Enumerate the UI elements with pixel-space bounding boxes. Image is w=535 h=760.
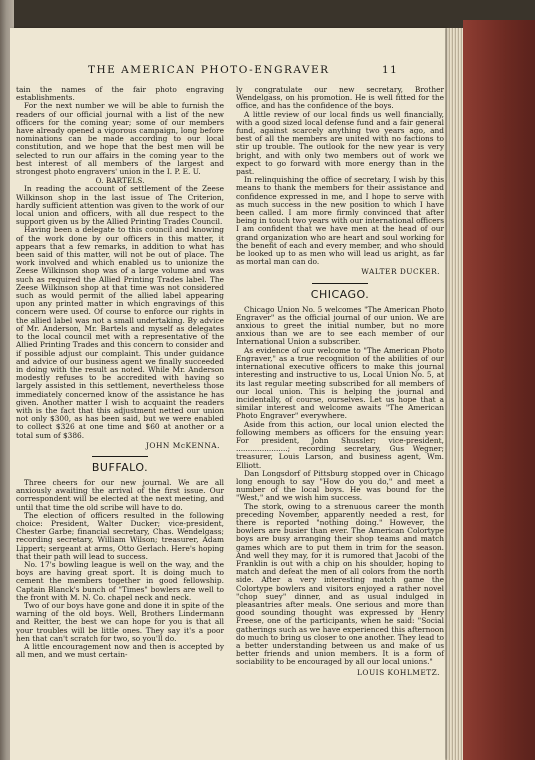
paragraph: In relinquishing the office of secretary, I wish by this means to thank the members for their assistance and confidence expressed in me, and I hope to serve with as much success in the new position to which I have been called. I am more firmly convinced that after being in touch two years with our international officers I am confident that we have men at the head of our grand organization who are heart and soul working for the benefit of each and every member, and who should be looked up to as men who will lead us aright, as far as mortal man can do. (236, 175, 444, 267)
paragraph: Two of our boys have gone and done it in spite of the warning of the old boys. Well, Brothers Lindermann and Reitter, the best we can hope for you is that all your troubles will be little ones. They say it's a poor hen that can't scratch for two, so you'll do. (16, 600, 224, 643)
signature: LOUIS KOHLMETZ. (356, 667, 440, 677)
paragraph: tain the names of the fair photo engraving establishments. (16, 85, 224, 103)
right-column (236, 86, 444, 677)
paragraph: The stork, owing to a strenuous career the month preceding November, apparently needed a rest, for there is reported "nothing doing." However, the bowlers are busier than ever. The American Colortype boys are busy arranging their shop teams and match games which are to put them in trim for the season. And well they may, for it is rumored that Jacobi of the Franklin is out with a chip on his shoulder, hoping to match and defeat the men of all colors from the north side. After a very interesting match game the Colortype bowlers and visitors enjoyed a rather novel "chop suey" dinner, and as usual indulged in pleasantries after meals. One serious and more than good sounding thought was expressed by Henry Freese, one of the participants, when he said: "Social gatherings such as we have experienced this afternoon do much to bring us closer to one another. They lead to a better understanding between us and make of us better friends and union members. It is a form of sociability to be encouraged by all our local unions." (236, 501, 444, 667)
book-page (10, 28, 445, 760)
paragraph: As evidence of our welcome to "The American Photo Engraver," as a true recognition of the abilities of our international executive officers to make this journal interesting and instructive to us, Local Union No. 5, at its last regular meeting subscribed for all members of our local union. This is helping the journal and incidentally, of course, ourselves. Let us hope that a similar interest and welcome awaits "The American Photo Engraver" everywhere. (236, 345, 444, 421)
signature: JOHN McKENNA. (145, 440, 220, 450)
page-header (10, 64, 445, 78)
paragraph: A little encouragement now and then is accepted by all men, and we must certain- (16, 642, 224, 660)
section-divider (92, 456, 148, 457)
section-title: BUFFALO. (91, 460, 149, 474)
running-head: THE AMERICAN PHOTO-ENGRAVER (88, 64, 330, 76)
paragraph: Having been a delegate to this council and knowing of the work done by our officers in this matter, it appears that a few remarks, in addition to what has been said of this matter, will not be out of place. The work involved and which enabled us to unionize the Zeese Wilkinson shop was of a large volume and was such as required the Allied Printing Trades label. The Zeese Wilkinson shop at that time was not considered such as would permit of the allied label appearing upon any printed matter in which engravings of this concern were used. Of course to enforce our rights in the allied label was not a small undertaking. By advice of Mr. Anderson, Mr. Bartels and myself as delegates to the local council met with a representative of the Allied Printing Trades and this concern to consider and if possible adjust our complaint. This under guidance and advice of our business agent we finally succeeded in doing with the result as noted. While Mr. Anderson modestly refuses to be accredited with having so largely assisted in this settlement, nevertheless those immediately concerned know of the assistance he has given. Another matter I wish to acquaint the readers with is the fact that this adjustment netted our union not only $300, as has been said, but we were enabled to collect $326 at one time and $60 at another or a total sum of $386. (16, 225, 224, 440)
page-number: 11 (382, 64, 399, 76)
paragraph: No. 17's bowling league is well on the way, and the boys are having great sport. It is doing much to cement the members together in good fellowship. Captain Blanck's bunch of "Times" bowlers are well to the front with M. N. Co. chapel neck and neck. (16, 559, 224, 602)
paragraph: Chicago Union No. 5 welcomes "The American Photo Engraver" as the official journal of our union. We are anxious to greet the initial number, but no more anxious than we are to see each member of our International Union a subscriber. (236, 304, 444, 347)
paragraph: Aside from this action, our local union elected the following members as officers for the ensuing year: For president, John Shussler; vice-president, ......................; recording secretary, Gus Wegner; treasurer, Louis Larson, and business agent, Wm. Elliott. (236, 419, 444, 470)
paragraph: Three cheers for our new journal. We are all anxiously awaiting the arrival of the first issue. Our correspondent will be elected at the next meeting, and until that time the old scribe will have to do. (16, 477, 224, 512)
section-divider (312, 283, 368, 284)
paragraph: Dan Longsdorf of Pittsburg stopped over in Chicago long enough to say "How do you do," and meet a number of the local boys. He was bound for the "West," and we wish him success. (236, 468, 444, 503)
background-strip (0, 0, 535, 28)
signature: WALTER DUCKER. (361, 267, 440, 277)
paragraph: For the next number we will be able to furnish the readers of our official journal with a list of the new officers for the coming year; some of our members have already opened a vigorous campaign, long before nominations can be made according to our local constitution, and we hope that the best men will be selected to run our affairs in the coming year to the best interest of all members of the largest and strongest photo engravers' union in the I. P. E. U. (16, 101, 224, 177)
page-stack-edges (445, 28, 463, 760)
paragraph: ly congratulate our new secretary, Brother Wendelgass, on his promotion. He is well fitted for the office, and has the confidence of the boys. (236, 85, 444, 111)
book-cover-edge (463, 20, 535, 760)
signature: O. BARTELS. (95, 176, 145, 186)
paragraph: In reading the account of settlement of the Zeese Wilkinson shop in the last issue of The Criterion, hardly sufficient attention was given to the work of our local union and officers, with all due respect to the support given us by the Allied Printing Trades Council. (16, 184, 224, 227)
paragraph: A little review of our local finds us well financially, with a good sized local defense fund and a fair general fund, against scarcely anything two years ago, and best of all the members are united with no factions to stir up trouble. The outlook for the new year is very bright, and with only two members out of work we expect to go forward with more energy than in the past. (236, 109, 444, 177)
paragraph: The election of officers resulted in the following choice: President, Walter Ducker; vice-president, Chester Garbe; financial secretary, Chas. Wendelgass; recording secretary, William Wilson; treasurer, Adam Lippert; sergeant at arms, Otto Gerlach. Here's hoping that their path will lead to success. (16, 510, 224, 561)
left-column (16, 86, 224, 659)
section-title: CHICAGO. (310, 287, 370, 301)
